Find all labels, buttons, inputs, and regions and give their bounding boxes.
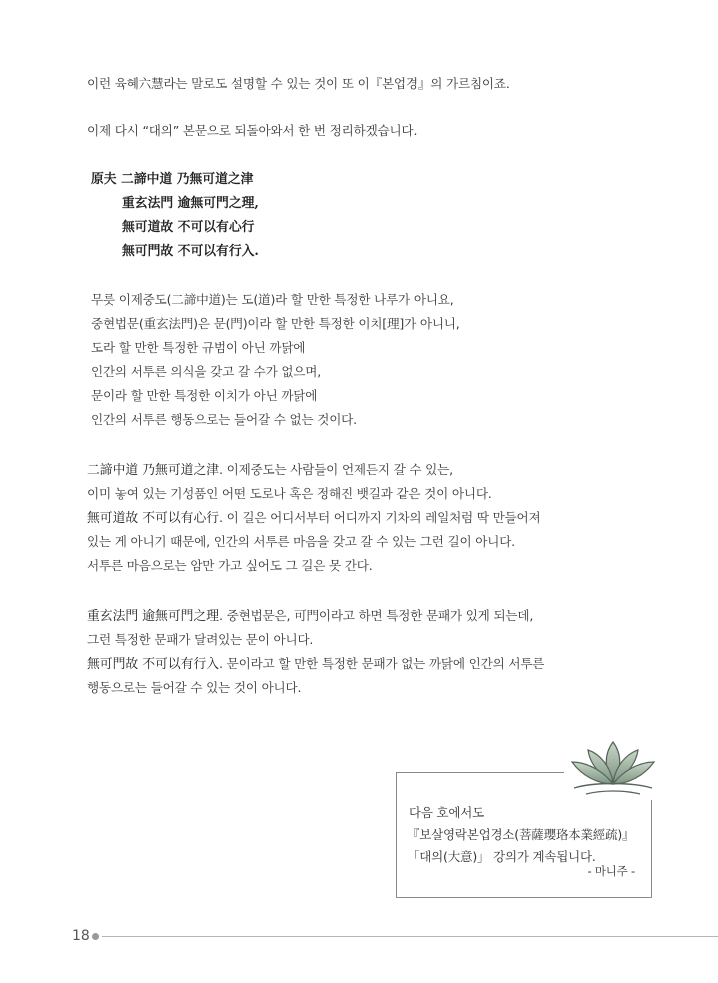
- para2-text-3: . 문이라고 할 만한 특정한 문패가 없는 까닭에 인간의 서투른: [219, 656, 545, 671]
- notice-line-2: 『보살영락본업경소(菩薩瓔珞本業經疏)』: [407, 827, 635, 842]
- translation-line-2: 중현법문(重玄法門)은 문(門)이라 할 만한 특정한 이치[理]가 아니니,: [91, 316, 460, 331]
- para2-quote-1: 重玄法門 逾無可門之理: [87, 609, 220, 624]
- para1-line-3: [87, 510, 540, 527]
- para2-quote-2: 無可門故 不可以有行入: [87, 657, 220, 672]
- translation-line-3: 도라 할 만한 특정한 규범이 아닌 까닭에: [91, 340, 306, 355]
- footer-rule: [102, 936, 718, 937]
- notice-line-3: 「대의(大意)」 강의가 계속됩니다.: [407, 849, 596, 864]
- para1-line-1: [87, 462, 453, 479]
- notice-signature: - 마니주 -: [587, 864, 635, 878]
- lotus-icon: [564, 732, 662, 800]
- para2-text-1: . 중현법문은, 可門이라고 하면 특정한 문패가 있게 되는데,: [219, 608, 534, 623]
- classical-line-3: 無可道故 不可以有心行: [122, 220, 255, 235]
- page-number: 18: [72, 928, 90, 944]
- notice-line-1: 다음 호에서도: [409, 805, 485, 820]
- translation-line-1: 무릇 이제중도(二諦中道)는 도(道)라 할 만한 특정한 나루가 아니요,: [91, 292, 454, 307]
- para1-text-3: . 이 길은 어디서부터 어디까지 기차의 레일처럼 딱 만들어져: [219, 510, 541, 525]
- para1-text-1: . 이제중도는 사람들이 언제든지 갈 수 있는,: [219, 462, 453, 477]
- para2-line-1: [87, 608, 533, 625]
- para1-line-5: 서투른 마음으로는 암만 가고 싶어도 그 길은 못 간다.: [87, 558, 373, 573]
- page-dot-icon: [92, 933, 99, 940]
- para2-line-4: 행동으로는 들어갈 수 있는 것이 아니다.: [87, 680, 302, 695]
- intro-line-2: 이제 다시 “대의” 본문으로 되돌아와서 한 번 정리하겠습니다.: [87, 123, 418, 138]
- para1-quote-1: 二諦中道 乃無可道之津: [87, 463, 220, 478]
- para1-line-4: 있는 게 아니기 때문에, 인간의 서투른 마음을 갖고 갈 수 있는 그런 길이 아니다.: [87, 534, 515, 549]
- translation-line-6: 인간의 서투른 행동으로는 들어갈 수 없는 것이다.: [91, 412, 357, 427]
- para1-line-2: 이미 놓여 있는 기성품인 어떤 도로나 혹은 정해진 뱃길과 같은 것이 아니다.: [87, 486, 492, 501]
- classical-line-1: 原夫 二諦中道 乃無可道之津: [91, 172, 254, 187]
- translation-line-5: 문이라 할 만한 특정한 이치가 아닌 까닭에: [91, 388, 318, 403]
- classical-line-2: 重玄法門 逾無可門之理,: [122, 196, 259, 211]
- classical-line-4: 無可門故 不可以有行入.: [122, 244, 259, 259]
- para2-line-3: [87, 656, 544, 673]
- translation-line-4: 인간의 서투른 의식을 갖고 갈 수가 없으며,: [91, 364, 322, 379]
- para1-quote-2: 無可道故 不可以有心行: [87, 511, 220, 526]
- intro-line-1: 이런 육혜六慧라는 말로도 설명할 수 있는 것이 또 이『본업경』의 가르침이죠.: [87, 76, 510, 91]
- lotus-icon-svg: [564, 732, 662, 800]
- para2-line-2: 그런 특정한 문패가 달려있는 문이 아니다.: [87, 632, 314, 647]
